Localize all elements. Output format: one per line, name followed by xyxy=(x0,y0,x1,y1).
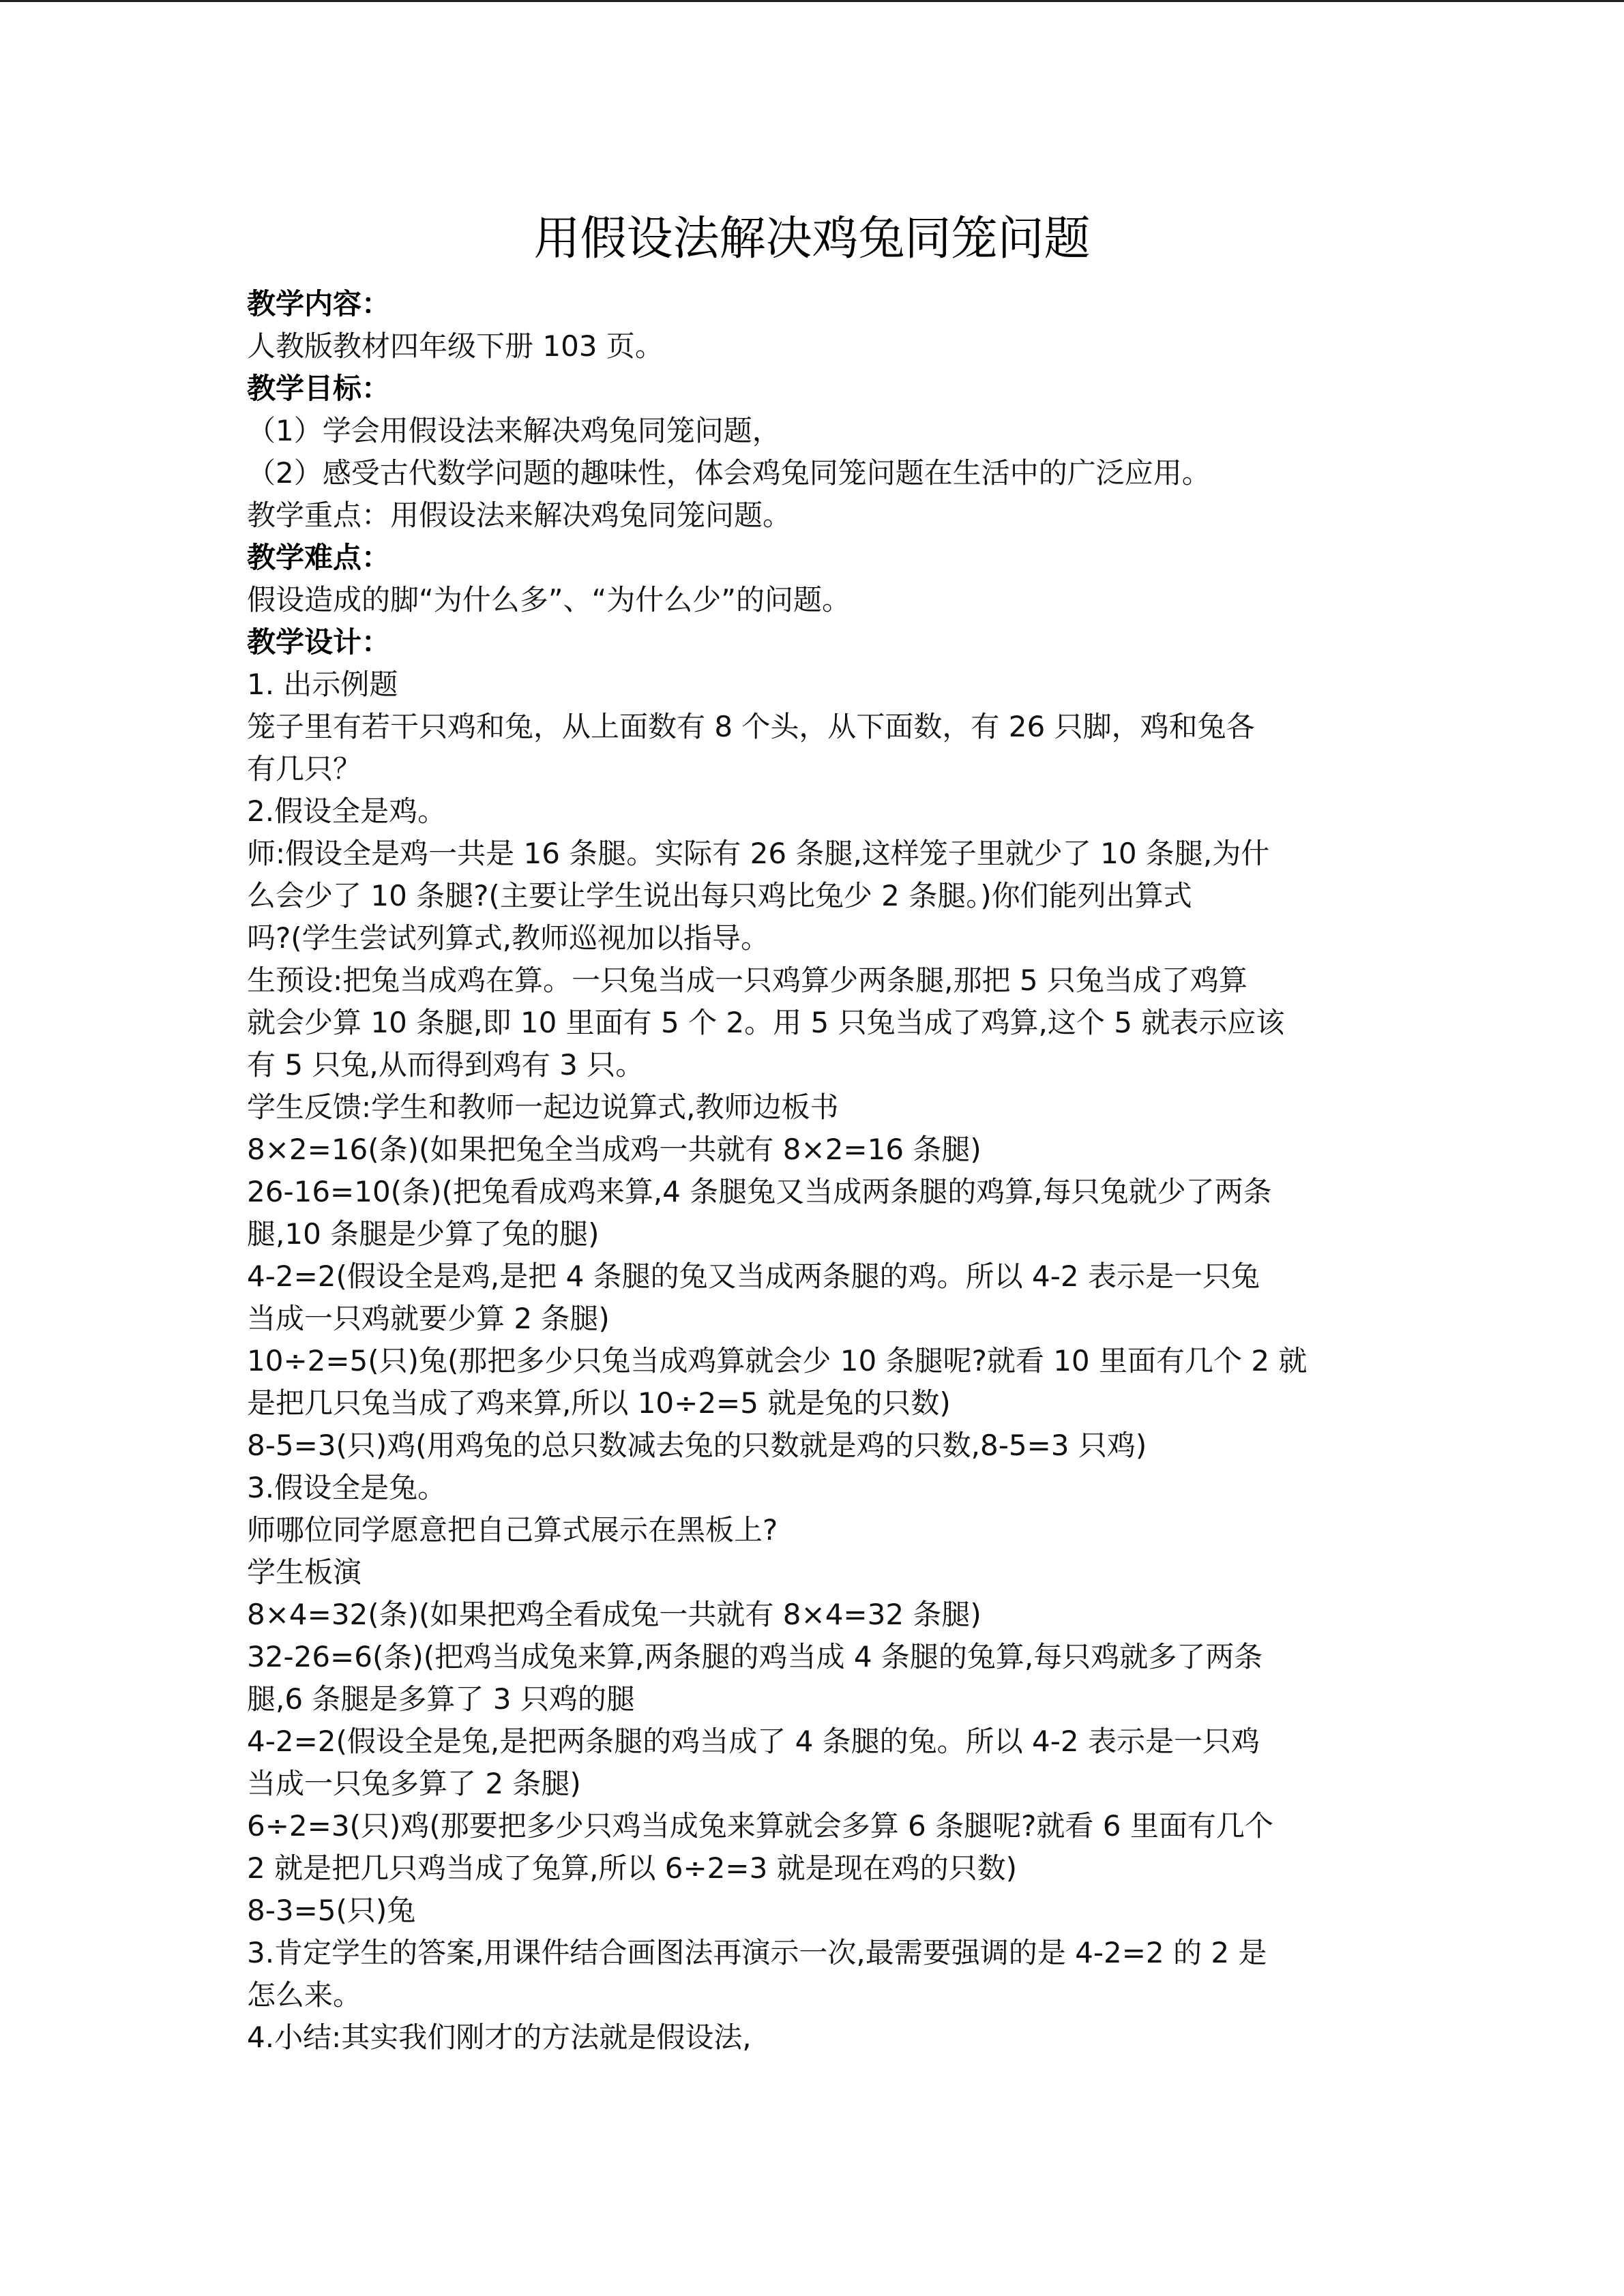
text-line: 师:假设全是鸡一共是 16 条腿。实际有 26 条腿,这样笼子里就少了 10 条腿,为什 xyxy=(247,837,1270,870)
text-line: 教学重点：用假设法来解决鸡兔同笼问题。 xyxy=(247,498,792,532)
text-line: 腿,10 条腿是少算了兔的腿) xyxy=(247,1217,600,1251)
text-line: 笼子里有若干只鸡和兔，从上面数有 8 个头，从下面数，有 26 只脚，鸡和兔各 xyxy=(247,710,1255,743)
text-line: 有 5 只兔,从而得到鸡有 3 只。 xyxy=(247,1048,645,1082)
text-line: 是把几只兔当成了鸡来算,所以 10÷2=5 就是兔的只数) xyxy=(247,1386,951,1420)
text-line: 8-3=5(只)兔 xyxy=(247,1894,416,1927)
text-line: 腿,6 条腿是多算了 3 只鸡的腿 xyxy=(247,1682,635,1716)
text-line: 学生反馈:学生和教师一起边说算式,教师边板书 xyxy=(247,1090,839,1124)
section-heading: 教学难点： xyxy=(247,541,391,574)
text-line: （2）感受古代数学问题的趣味性，体会鸡兔同笼问题在生活中的广泛应用。 xyxy=(247,456,1211,490)
text-line: 4.小结:其实我们刚才的方法就是假设法, xyxy=(247,2021,752,2054)
text-line: 32-26=6(条)(把鸡当成兔来算,两条腿的鸡当成 4 条腿的兔算,每只鸡就多了两条 xyxy=(247,1640,1263,1673)
text-line: 8×4=32(条)(如果把鸡全看成兔一共就有 8×4=32 条腿) xyxy=(247,1598,981,1631)
text-line: 3.假设全是兔。 xyxy=(247,1471,447,1504)
text-line: 生预设:把兔当成鸡在算。一只兔当成一只鸡算少两条腿,那把 5 只兔当成了鸡算 xyxy=(247,964,1247,997)
text-line: 4-2=2(假设全是兔,是把两条腿的鸡当成了 4 条腿的兔。所以 4-2 表示是一只鸡 xyxy=(247,1725,1260,1758)
text-line: 师哪位同学愿意把自己算式展示在黑板上? xyxy=(247,1513,778,1547)
text-line: 人教版教材四年级下册 103 页。 xyxy=(247,329,664,363)
text-line: 2 就是把几只鸡当成了兔算,所以 6÷2=3 就是现在鸡的只数) xyxy=(247,1851,1018,1885)
text-line: 么会少了 10 条腿?(主要让学生说出每只鸡比兔少 2 条腿。)你们能列出算式 xyxy=(247,879,1192,912)
section-heading: 教学目标： xyxy=(247,372,391,405)
section-heading: 教学内容： xyxy=(247,287,391,320)
text-line: 学生板演 xyxy=(247,1555,362,1589)
text-line: （1）学会用假设法来解决鸡兔同笼问题， xyxy=(247,414,781,447)
text-line: 怎么来。 xyxy=(247,1978,362,2012)
text-line: 8-5=3(只)鸡(用鸡兔的总只数减去兔的只数就是鸡的只数,8-5=3 只鸡) xyxy=(247,1429,1147,1462)
text-line: 6÷2=3(只)鸡(那要把多少只鸡当成兔来算就会多算 6 条腿呢?就看 6 里面有几个 xyxy=(247,1809,1273,1843)
text-line: 26-16=10(条)(把兔看成鸡来算,4 条腿兔又当成两条腿的鸡算,每只兔就少了两条 xyxy=(247,1175,1272,1208)
text-line: 1. 出示例题 xyxy=(247,668,398,701)
document-title: 用假设法解决鸡兔同笼问题 xyxy=(533,212,1091,266)
text-line: 吗?(学生尝试列算式,教师巡视加以指导。 xyxy=(247,921,770,955)
text-line: 就会少算 10 条腿,即 10 里面有 5 个 2。用 5 只兔当成了鸡算,这个 5 就表示应该 xyxy=(247,1006,1285,1039)
text-line: 当成一只鸡就要少算 2 条腿) xyxy=(247,1302,610,1335)
section-heading: 教学设计： xyxy=(247,625,391,659)
text-line: 4-2=2(假设全是鸡,是把 4 条腿的兔又当成两条腿的鸡。所以 4-2 表示是一只兔 xyxy=(247,1259,1260,1293)
text-line: 3.肯定学生的答案,用课件结合画图法再演示一次,最需要强调的是 4-2=2 的 2 是 xyxy=(247,1936,1267,1969)
text-line: 10÷2=5(只)兔(那把多少只兔当成鸡算就会少 10 条腿呢?就看 10 里面有几个 2 就 xyxy=(247,1344,1308,1377)
text-line: 假设造成的脚“为什么多”、“为什么少”的问题。 xyxy=(247,583,851,616)
top-border-line xyxy=(0,0,1624,2)
text-line: 2.假设全是鸡。 xyxy=(247,794,447,828)
text-line: 有几只？ xyxy=(247,752,362,786)
text-line: 当成一只兔多算了 2 条腿) xyxy=(247,1767,581,1800)
text-line: 8×2=16(条)(如果把兔全当成鸡一共就有 8×2=16 条腿) xyxy=(247,1133,981,1166)
document-body xyxy=(247,283,1379,2059)
